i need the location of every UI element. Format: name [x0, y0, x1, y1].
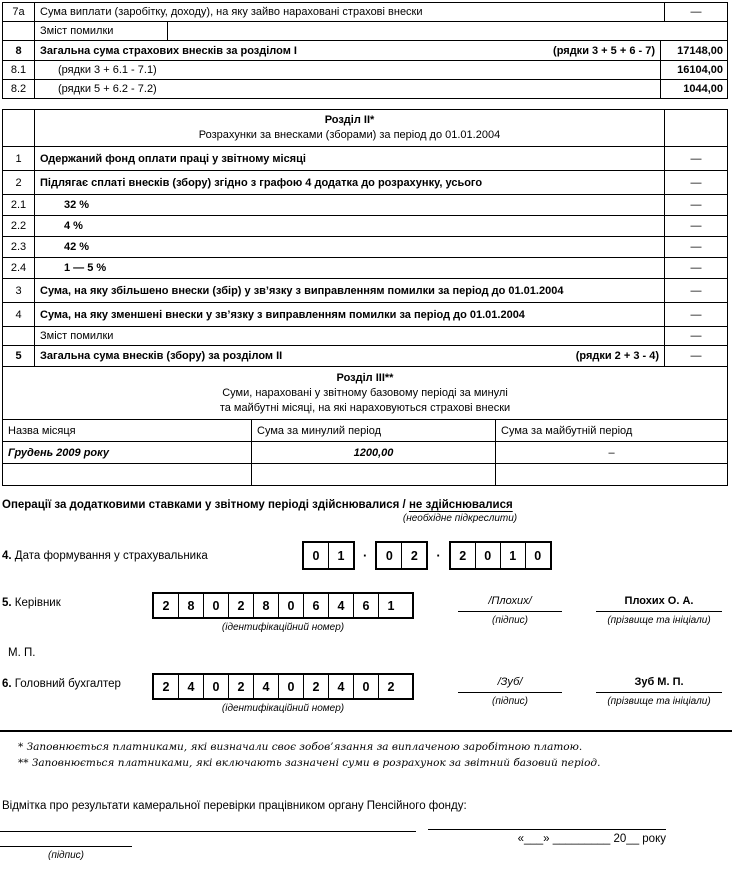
row-number: 2.1: [3, 195, 35, 215]
row-number: 7а: [3, 3, 35, 21]
accountant-id-boxes: [152, 673, 414, 700]
digit-box: 6: [353, 594, 378, 617]
row-number: [3, 22, 35, 40]
digit-box: 4: [253, 675, 278, 698]
row-value: —: [664, 216, 727, 236]
digit-box: 2: [228, 675, 253, 698]
digit-box: 4: [328, 675, 353, 698]
digit-box: 0: [475, 543, 500, 568]
table-row: [3, 3, 727, 21]
section3-data-row: [3, 441, 727, 463]
digit-box: 1: [500, 543, 525, 568]
digit-box: 0: [203, 675, 228, 698]
row-number: 8.2: [3, 80, 35, 98]
table-row: [3, 79, 727, 98]
table-row: [3, 345, 727, 366]
row-number: [3, 327, 35, 345]
digit-box: 4: [178, 675, 203, 698]
section2-subtitle: Розрахунки за внесками (зборами) за період до 01.01.2004: [198, 129, 501, 141]
item-label: Дата формування у страхувальника: [14, 549, 208, 562]
digit-box: 0: [525, 543, 550, 568]
row-value: —: [664, 346, 727, 366]
row-label: Сума, на яку збільшено внески (збір) у зв’язку з виправленням помилки за період до 01.01.2004: [40, 284, 564, 297]
footnote-2: ** Заповнюється платниками, які включають зазначені суми в розрахунок за звітний базовий період.: [18, 757, 601, 769]
row-label: 1 — 5 %: [64, 262, 107, 274]
row-value: —: [664, 171, 727, 194]
column-header: Сума за майбутній період: [501, 424, 633, 437]
section2-table: [2, 109, 728, 486]
row-label: 32 %: [64, 199, 90, 211]
role-label: Головний бухгалтер: [14, 678, 121, 690]
digit-box: 2: [401, 543, 426, 568]
director-label: [2, 592, 152, 609]
verification-signature-line: [0, 846, 132, 847]
row-label: 42 %: [64, 241, 90, 253]
formation-date-row: [2, 541, 732, 570]
digit-box: 1: [378, 594, 403, 617]
row-value: —: [664, 237, 727, 257]
verification-line-left: [0, 831, 416, 832]
section2-title: Розділ II*: [324, 114, 375, 126]
director-signature-row: [2, 592, 732, 633]
name-value: Плохих О. А.: [596, 595, 722, 612]
table-row: [3, 302, 727, 326]
digit-box: 4: [328, 594, 353, 617]
digit-box: 2: [162, 679, 170, 694]
past-amount-cell: [252, 464, 496, 485]
name-caption: (прізвище та ініціали): [607, 696, 711, 707]
table-row: [3, 40, 727, 60]
digit-box: 6: [303, 594, 328, 617]
table-row: [3, 257, 727, 278]
digit-box: 8: [178, 594, 203, 617]
row-number: 2.2: [3, 216, 35, 236]
verification-line-right: [428, 829, 666, 830]
signature-value: /Плохих/: [458, 595, 562, 612]
digit-box: 2: [162, 598, 170, 613]
row-number: 1: [3, 147, 35, 170]
month-cell: Грудень 2009 року: [3, 442, 252, 463]
row-number: 3: [3, 279, 35, 302]
verification-signature-caption: (підпис): [48, 850, 84, 861]
digit-box: 0: [353, 675, 378, 698]
accountant-signature-row: [2, 673, 732, 714]
director-signature-block: [458, 592, 562, 626]
row-label: Загальна сума внесків (збору) за розділом II: [40, 350, 283, 362]
row-number: 2: [3, 171, 35, 194]
operations-text: Операції за додатковими ставками у звітному періоді здійснювалися /: [2, 499, 406, 511]
row-number: 2.3: [3, 237, 35, 257]
signature-caption: (підпис): [492, 615, 528, 626]
digit-box: 2: [303, 675, 328, 698]
row-value: 1044,00: [660, 80, 727, 98]
row-label: Зміст помилки: [40, 330, 114, 342]
future-amount-cell: [496, 464, 727, 485]
digit-box: 0: [278, 675, 303, 698]
row-number: 8: [3, 41, 35, 60]
empty-cell: [3, 110, 35, 146]
footnote-1: * Заповнюється платниками, які визначали своє зобов’язання за виплаченою заробітною платою.: [18, 741, 583, 753]
digit-box: 0: [203, 594, 228, 617]
table-row: [3, 194, 727, 215]
accountant-signature-block: [458, 673, 562, 707]
row-value: 16104,00: [660, 61, 727, 79]
row-number: 8.1: [3, 61, 35, 79]
row-value: —: [664, 258, 727, 278]
table-row: [3, 278, 727, 302]
id-number-caption: (ідентифікаційний номер): [221, 703, 345, 714]
table-row: [3, 60, 727, 79]
future-amount-cell: –: [608, 446, 615, 459]
id-number-caption: (ідентифікаційний номер): [221, 622, 345, 633]
verification-signature-area: [0, 814, 732, 872]
row-value: —: [664, 195, 727, 215]
column-header: Назва місяця: [3, 420, 252, 441]
signature-caption: (підпис): [492, 696, 528, 707]
footnotes: [18, 739, 732, 771]
row-label: Підлягає сплаті внесків (збору) згідно з графою 4 додатка до розрахунку, усього: [40, 176, 483, 189]
row-number: 5: [3, 346, 35, 366]
section3-header: [3, 366, 727, 419]
row-formula: (рядки 2 + 3 - 4): [575, 350, 659, 362]
date-month-boxes: [375, 541, 428, 570]
date-separator-dot: ·: [436, 548, 441, 563]
row-number: 4: [3, 303, 35, 326]
digit-box: 2: [228, 594, 253, 617]
director-name-block: [596, 592, 722, 626]
empty-cell: [168, 22, 727, 40]
row-label: Сума виплати (заробітку, доходу), на яку зайво нараховані страхові внески: [40, 6, 423, 18]
operations-underlined-choice: не здійснювалися: [408, 499, 513, 511]
section3-title: Розділ III**: [336, 372, 394, 384]
table-row: [3, 146, 727, 170]
row-label: Загальна сума страхових внесків за розділом I: [40, 44, 297, 57]
row-value: —: [664, 303, 727, 326]
date-year-boxes: [449, 541, 552, 570]
director-id-block: [152, 592, 414, 633]
row-label: Зміст помилки: [35, 22, 168, 40]
row-value: —: [664, 327, 727, 345]
name-value: Зуб М. П.: [596, 676, 722, 693]
column-header: Сума за минулий період: [252, 420, 496, 441]
accountant-label: [2, 673, 152, 690]
empty-cell: [664, 110, 727, 146]
row-number: 2.4: [3, 258, 35, 278]
digit-box: 2: [378, 675, 403, 698]
digit-box: 0: [312, 548, 320, 563]
row-label: Сума, на яку зменшені внески у зв’язку з виправленням помилки за період до 01.01.2004: [40, 308, 525, 321]
section3-column-header-row: [3, 419, 727, 441]
signature-value: /Зуб/: [458, 676, 562, 693]
month-cell: [3, 464, 252, 485]
row-label: Одержаний фонд оплати праці у звітному місяці: [40, 152, 306, 165]
accountant-name-block: [596, 673, 722, 707]
row-value: —: [664, 147, 727, 170]
digit-box: 8: [253, 594, 278, 617]
section3-subtitle-line1: Суми, нараховані у звітному базовому періоді за минулі: [222, 387, 508, 399]
row-value: 17148,00: [660, 41, 727, 60]
row-value: —: [664, 279, 727, 302]
item-number: 5.: [2, 597, 12, 609]
role-label: Керівник: [14, 597, 61, 609]
director-id-boxes: [152, 592, 414, 619]
digit-box: 0: [278, 594, 303, 617]
accountant-id-block: [152, 673, 414, 714]
date-day-boxes: [302, 541, 355, 570]
footnote-divider: [0, 730, 732, 732]
section3-empty-row: [3, 463, 727, 485]
table-row: [3, 170, 727, 194]
table-row: [3, 236, 727, 257]
table-row: [3, 215, 727, 236]
row-value: —: [664, 3, 727, 21]
verification-date-placeholder: «___» _________ 20__ року: [517, 833, 666, 845]
digit-box: 2: [459, 548, 467, 563]
table-row: [3, 326, 727, 345]
spacer: [0, 99, 732, 109]
row-label: (рядки 3 + 6.1 - 7.1): [58, 64, 157, 76]
section2-header-row: [3, 110, 727, 146]
table-row: [3, 21, 727, 40]
operations-statement: [2, 499, 732, 511]
row-label: (рядки 5 + 6.2 - 7.2): [58, 83, 157, 95]
underline-hint: (необхідне підкреслити): [402, 513, 518, 524]
section1-table: [2, 2, 728, 99]
row-label: 4 %: [64, 220, 83, 232]
stamp-place-label: М. П.: [8, 647, 36, 659]
row-formula: (рядки 3 + 5 + 6 - 7): [553, 44, 655, 57]
past-amount-cell: 1200,00: [252, 442, 496, 463]
section3-subtitle-line2: та майбутні місяці, на які нараховуються страхові внески: [219, 402, 511, 414]
formation-date-label: [2, 550, 302, 562]
digit-box: 1: [328, 543, 353, 568]
item-number: 4.: [2, 549, 12, 562]
date-separator-dot: ·: [363, 548, 368, 563]
item-number: 6.: [2, 678, 12, 690]
name-caption: (прізвище та ініціали): [607, 615, 711, 626]
digit-box: 0: [385, 548, 393, 563]
verification-note-title: Відмітка про результати камеральної перевірки працівником органу Пенсійного фонду:: [2, 800, 467, 812]
